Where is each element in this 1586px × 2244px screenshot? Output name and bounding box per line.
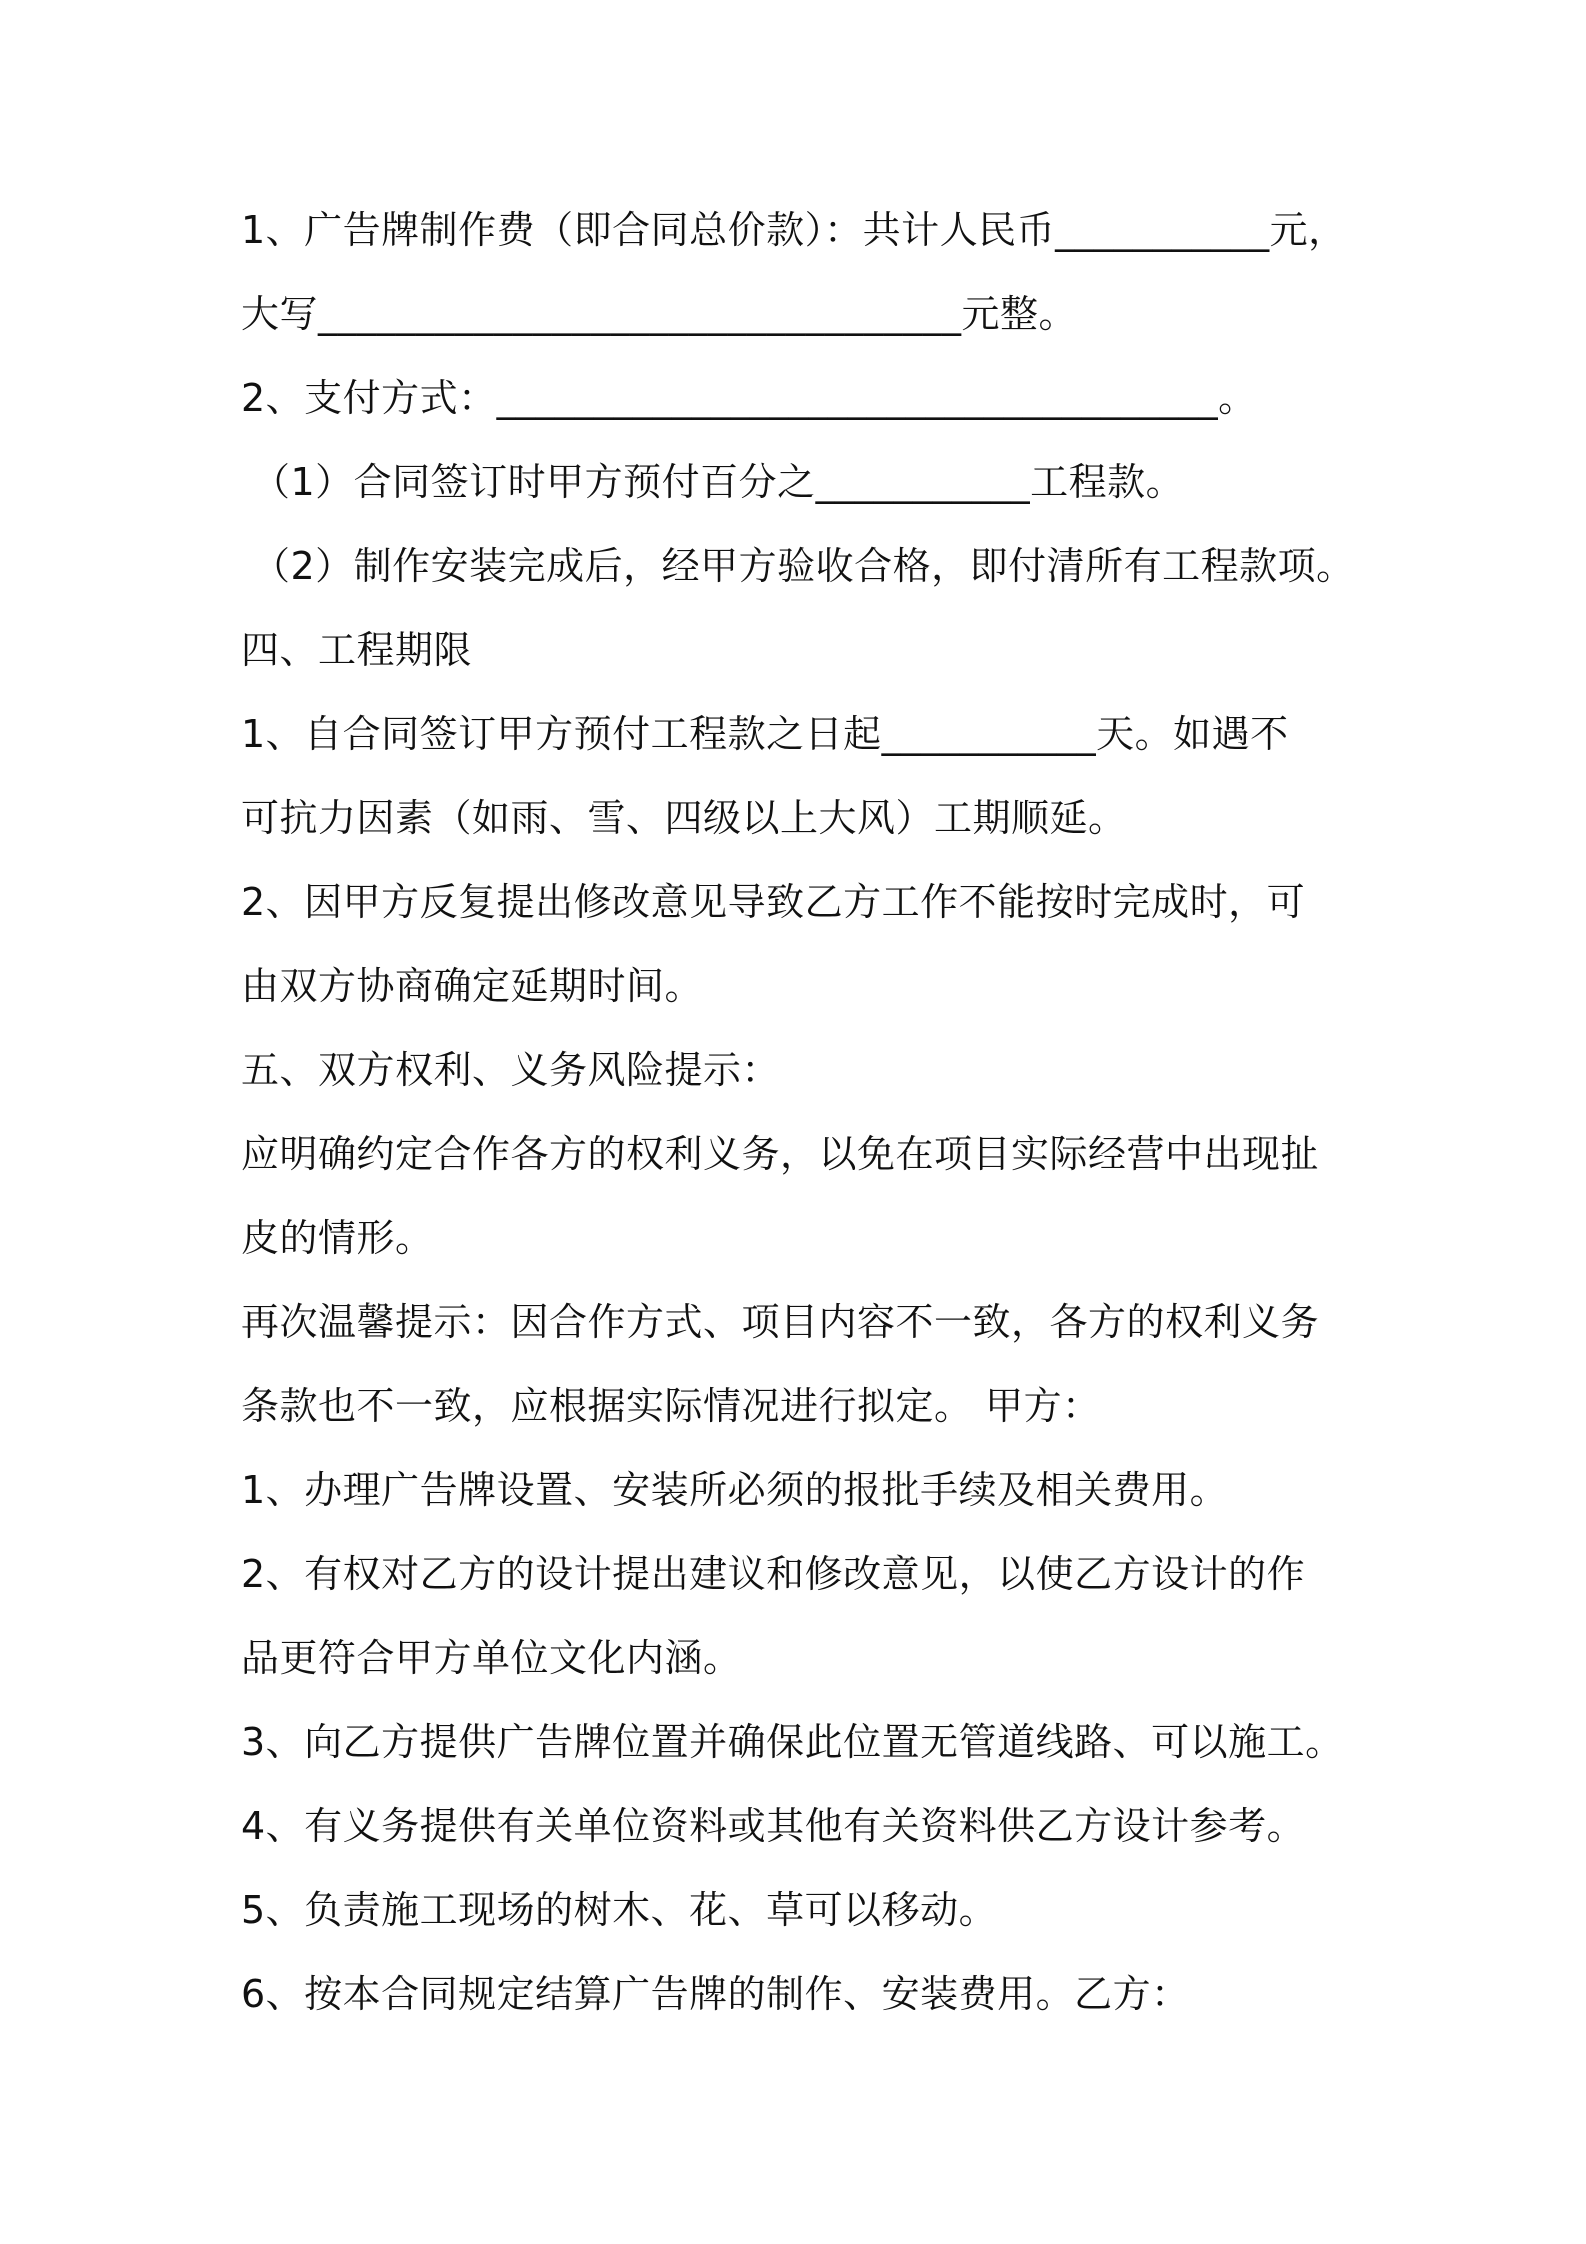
- clause-schedule-2-line-2: 由双方协商确定延期时间。: [241, 964, 704, 1008]
- party-a-clause-1: 1、办理广告牌设置、安装所必须的报批手续及相关费用。: [241, 1468, 1229, 1512]
- clause-fee-capital: 大写_________________________________元整。: [241, 292, 1078, 336]
- party-a-clause-2-line-1: 2、有权对乙方的设计提出建议和修改意见，以使乙方设计的作: [241, 1552, 1306, 1596]
- party-a-clause-4: 4、有义务提供有关单位资料或其他有关资料供乙方设计参考。: [241, 1804, 1306, 1848]
- section-heading-rights: 五、双方权利、义务风险提示：: [241, 1048, 781, 1092]
- clause-schedule-2-line-1: 2、因甲方反复提出修改意见导致乙方工作不能按时完成时，可: [241, 880, 1306, 924]
- clause-payment-item-1: （1）合同签订时甲方预付百分之___________工程款。: [252, 460, 1185, 504]
- rights-note-line-1: 应明确约定合作各方的权利义务，以免在项目实际经营中出现扯: [241, 1132, 1320, 1176]
- party-a-clause-6: 6、按本合同规定结算广告牌的制作、安装费用。乙方：: [241, 1972, 1190, 2016]
- reminder-line-2: 条款也不一致，应根据实际情况进行拟定。 甲方：: [241, 1384, 1101, 1428]
- clause-payment-item-2: （2）制作安装完成后，经甲方验收合格，即付清所有工程款项。: [252, 544, 1355, 588]
- rights-note-line-2: 皮的情形。: [241, 1216, 434, 1260]
- clause-payment-method: 2、支付方式：_____________________________________。: [241, 376, 1257, 420]
- clause-schedule-1-line-1: 1、自合同签订甲方预付工程款之日起___________天。如遇不: [241, 712, 1289, 756]
- clause-schedule-1-line-2: 可抗力因素（如雨、雪、四级以上大风）工期顺延。: [241, 796, 1127, 840]
- party-a-clause-2-line-2: 品更符合甲方单位文化内涵。: [241, 1636, 742, 1680]
- clause-fee-total: 1、广告牌制作费（即合同总价款）：共计人民币___________元，: [241, 208, 1347, 252]
- party-a-clause-5: 5、负责施工现场的树木、花、草可以移动。: [241, 1888, 998, 1932]
- party-a-clause-3: 3、向乙方提供广告牌位置并确保此位置无管道线路、可以施工。: [241, 1720, 1344, 1764]
- reminder-line-1: 再次温馨提示：因合作方式、项目内容不一致，各方的权利义务: [241, 1300, 1320, 1344]
- section-heading-schedule: 四、工程期限: [241, 628, 473, 672]
